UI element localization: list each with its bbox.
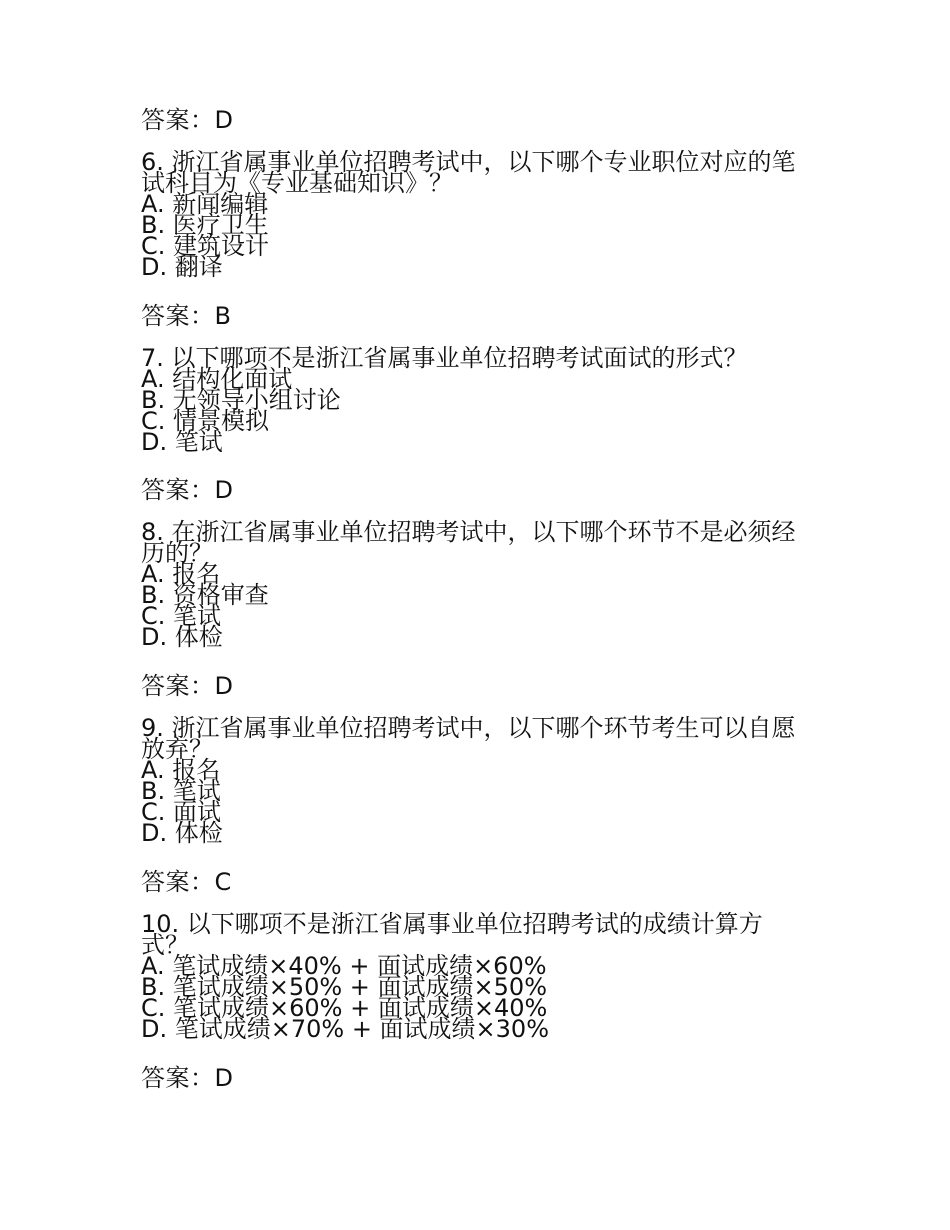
- option-c: C. 面试: [141, 798, 222, 826]
- answer-6: 答案：B: [141, 302, 232, 330]
- option-d: D. 体检: [141, 623, 223, 651]
- option-c: C. 笔试: [141, 602, 222, 630]
- answer-9: 答案：C: [141, 868, 232, 896]
- option-c: C. 情景模拟: [141, 407, 270, 435]
- question-8: [141, 518, 801, 651]
- question-9-text: 9. 浙江省属事业单位招聘考试中，以下哪个环节考生可以自愿放弃？: [141, 714, 796, 763]
- option-b: B. 笔试成绩×50% + 面试成绩×50%: [141, 973, 547, 1001]
- option-a: A. 新闻编辑: [141, 190, 269, 218]
- option-a: A. 报名: [141, 560, 221, 588]
- option-b: B. 笔试: [141, 777, 221, 805]
- option-a: A. 结构化面试: [141, 365, 293, 393]
- answer-8: 答案：D: [141, 672, 234, 700]
- option-d: D. 体检: [141, 819, 223, 847]
- option-a: A. 笔试成绩×40% + 面试成绩×60%: [141, 952, 547, 980]
- question-10-text: 10. 以下哪项不是浙江省属事业单位招聘考试的成绩计算方式？: [141, 910, 763, 959]
- answer-10: 答案：D: [141, 1064, 234, 1092]
- option-c: C. 笔试成绩×60% + 面试成绩×40%: [141, 994, 548, 1022]
- question-6-options: [141, 190, 801, 281]
- option-d: D. 笔试: [141, 428, 223, 456]
- question-9-options: [141, 756, 801, 847]
- question-10: [141, 910, 801, 1043]
- option-b: B. 无领导小组讨论: [141, 386, 341, 414]
- answer-5: 答案：D: [141, 106, 234, 134]
- question-7-text: 7. 以下哪项不是浙江省属事业单位招聘考试面试的形式？: [141, 344, 748, 372]
- option-c: C. 建筑设计: [141, 232, 270, 260]
- question-10-options: [141, 952, 801, 1043]
- question-8-options: [141, 560, 801, 651]
- answer-7: 答案：D: [141, 476, 234, 504]
- question-9: [141, 714, 801, 847]
- option-d: D. 翻译: [141, 253, 223, 281]
- question-7-options: [141, 365, 801, 456]
- option-b: B. 资格审查: [141, 581, 269, 609]
- option-d: D. 笔试成绩×70% + 面试成绩×30%: [141, 1015, 550, 1043]
- question-7: [141, 344, 801, 456]
- question-8-text: 8. 在浙江省属事业单位招聘考试中，以下哪个环节不是必须经历的？: [141, 518, 796, 567]
- question-6-text: 6. 浙江省属事业单位招聘考试中，以下哪个专业职位对应的笔试科目为《专业基础知识》？: [141, 148, 796, 197]
- question-6: [141, 148, 801, 281]
- option-b: B. 医疗卫生: [141, 211, 269, 239]
- option-a: A. 报名: [141, 756, 221, 784]
